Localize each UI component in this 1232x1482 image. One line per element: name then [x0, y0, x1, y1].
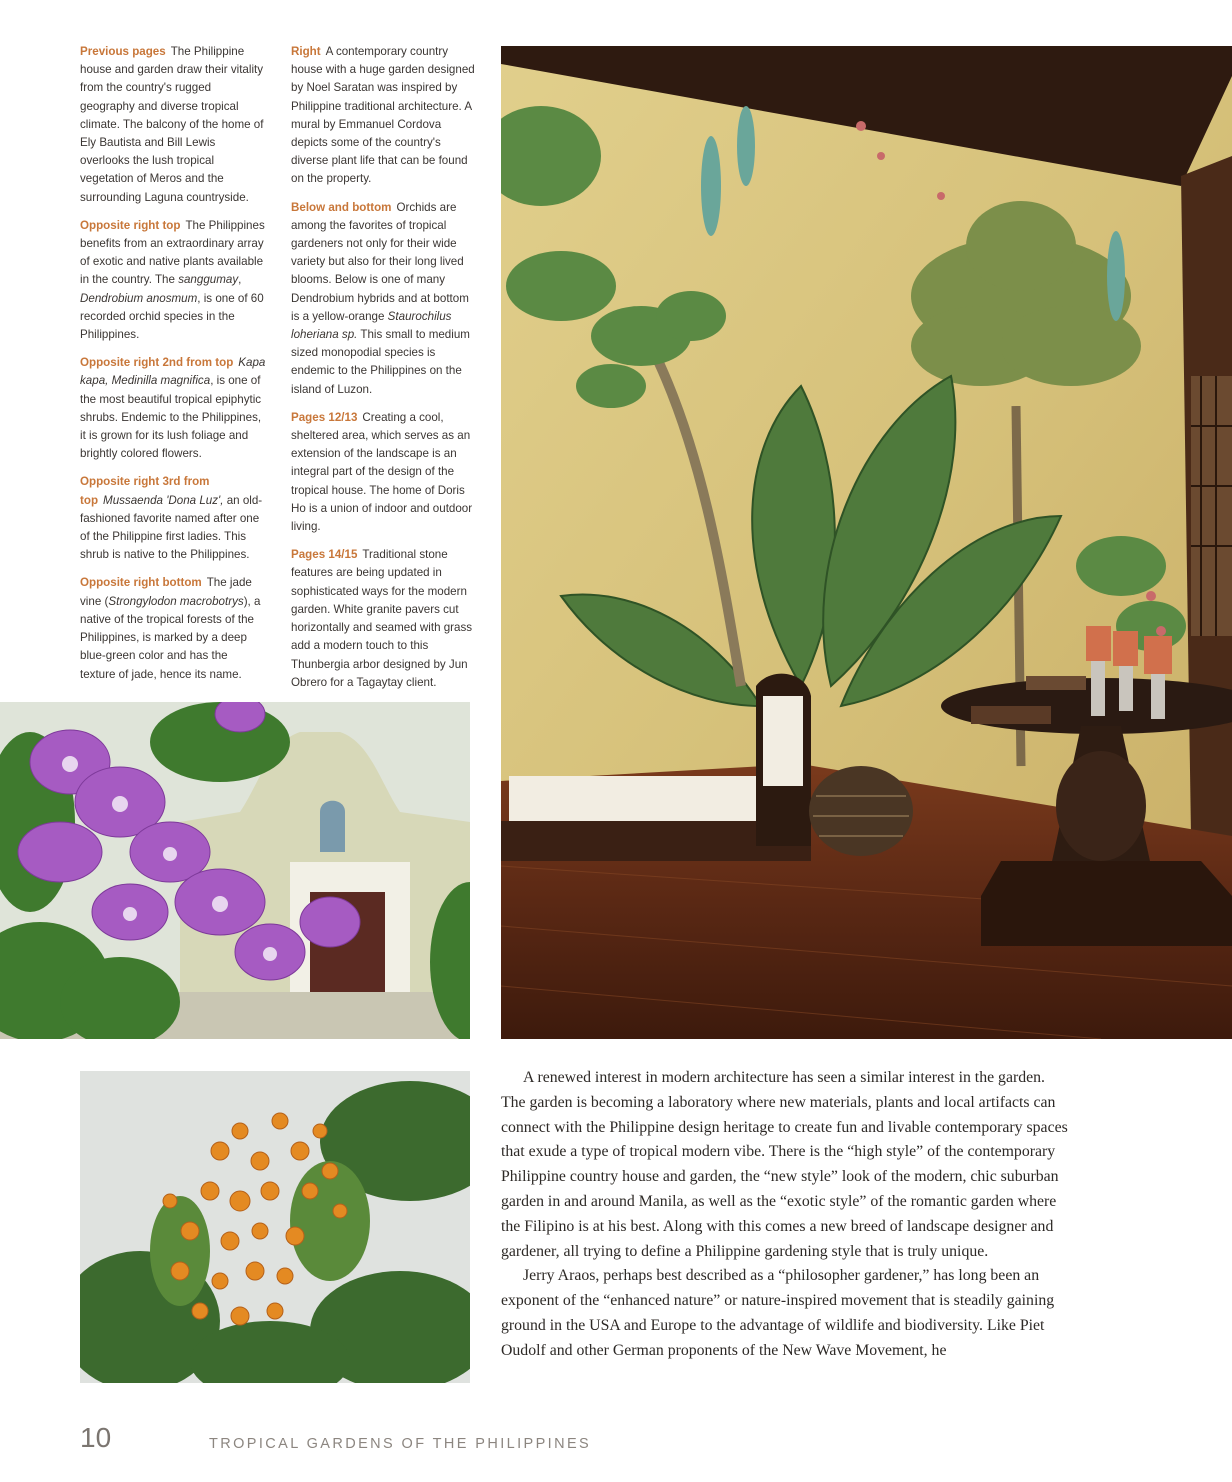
- running-footer-title: TROPICAL GARDENS OF THE PHILIPPINES: [209, 1436, 592, 1452]
- caption-italic-text: Strongylodon macrobotrys: [108, 594, 244, 608]
- caption: [80, 473, 266, 564]
- caption-italic-text: Dendrobium anosmum: [80, 291, 198, 305]
- mural-room-photo: [501, 46, 1232, 1039]
- caption-italic-text: Kapa kapa, Medinilla magnifica: [80, 356, 266, 388]
- caption-text: , is one of the most beautiful tropical epiphytic shrubs. Endemic to the Philippines, it is grown for its lush foliage and brightly colored flowers.: [80, 374, 262, 461]
- caption-heading: Opposite right 2nd from top: [80, 356, 234, 370]
- caption-italic-text: Staurochilus loheriana sp.: [291, 309, 452, 342]
- body-paragraph-1: A renewed interest in modern architecture has seen a similar interest in the garden. The garden is becoming a laboratory where new materials, plants and local artifacts can connect with the Philippine design heritage to create fun and livable contemporary spaces that exude a type of tropical modern vibe. There is the “high style” of the contemporary Philippine country house and garden, the “new style” look of the modern, chic suburban garden in and around Manila, as well as the “exotic style” of the romantic garden where the Filipino is at his best. Along with this comes a new breed of landscape designer and gardener, all trying to define a Philippine gardening style that is truly unique.: [501, 1069, 1068, 1260]
- caption-text: A contemporary country house with a huge garden designed by Noel Saratan was inspired by Philippine traditional architecture. A mural by Emmanuel Cordova depicts some of the country's diverse plant life that can be found on the property.: [291, 45, 475, 186]
- caption-heading: Opposite right bottom: [80, 576, 202, 590]
- caption-text: , is one of 60 recorded orchid species in the Philippines.: [80, 291, 264, 342]
- caption-italic-text: sanggumay: [178, 273, 239, 287]
- caption: [291, 199, 477, 399]
- caption: [80, 217, 266, 344]
- page-number: 10: [80, 1422, 112, 1453]
- caption: [80, 574, 266, 683]
- caption-heading: Pages 14/15: [291, 548, 358, 562]
- purple-orchid-photo: [0, 702, 470, 1039]
- caption: [80, 354, 266, 463]
- body-paragraph-2: Jerry Araos, perhaps best described as a “philosopher gardener,” has long been an exponent of the “enhanced nature” or nature-inspired movement that is steadily gaining ground in the USA and Europe to the advantage of wildlife and biodiversity. Like Piet Oudolf and other German proponents of the New Wave Movement, he: [501, 1267, 1055, 1359]
- captions-left-column: [80, 43, 266, 694]
- caption-heading: Below and bottom: [291, 200, 392, 214]
- orange-orchid-photo: [80, 1071, 470, 1383]
- caption-text: Creating a cool, sheltered area, which serves as an extension of the landscape is an integral part of the design of the tropical house. The home of Doris Ho is a union of indoor and outdoor living.: [291, 410, 473, 534]
- caption-italic-text: Mussaenda 'Dona Luz',: [103, 493, 224, 507]
- caption-text: The Philippine house and garden draw their vitality from the country's rugged geography and diverse tropical climate. The balcony of the home of Ely Bautista and Bill Lewis overlooks the lush tropical vegetation of Meros and the surrounding Laguna countryside.: [80, 45, 264, 204]
- caption-text: The jade vine (: [80, 576, 252, 608]
- caption: [291, 43, 477, 189]
- article-body: [501, 1066, 1073, 1364]
- caption-text: ), a native of the tropical forests of the Philippines, is marked by a deep blue-green color and has the texture of jade, hence its name.: [80, 594, 261, 681]
- caption: [291, 546, 477, 692]
- caption-text: ,: [238, 273, 242, 287]
- caption: [291, 409, 477, 536]
- caption: [80, 43, 266, 207]
- caption-text: an old-fashioned favorite named after one of the Philippine first ladies. This shrub is native to the Philippines.: [80, 493, 263, 562]
- caption-text: Orchids are among the favorites of tropical gardeners not only for their wide variety but also for their long lived blooms. Below is one of many Dendrobium hybrids and at bottom is a yellow-orange: [291, 200, 469, 323]
- caption-heading: Right: [291, 45, 321, 58]
- caption-heading: Opposite right top: [80, 218, 181, 232]
- caption-text: Traditional stone features are being updated in sophisticated ways for the modern garden. White granite pavers cut horizontally and seamed with grass add a modern touch to this Thunbergia arbor designed by Jun Obrero for a Tagaytay client.: [291, 548, 473, 689]
- caption-heading: Previous pages: [80, 45, 166, 58]
- caption-heading: Opposite right 3rd from top: [80, 475, 210, 507]
- captions-right-column: [291, 43, 477, 702]
- caption-heading: Pages 12/13: [291, 410, 358, 424]
- caption-text: The Philippines benefits from an extraordinary array of exotic and native plants available in the country. The: [80, 218, 265, 287]
- caption-text: This small to medium sized monopodial species is endemic to the Philippines on the island of Luzon.: [291, 328, 470, 396]
